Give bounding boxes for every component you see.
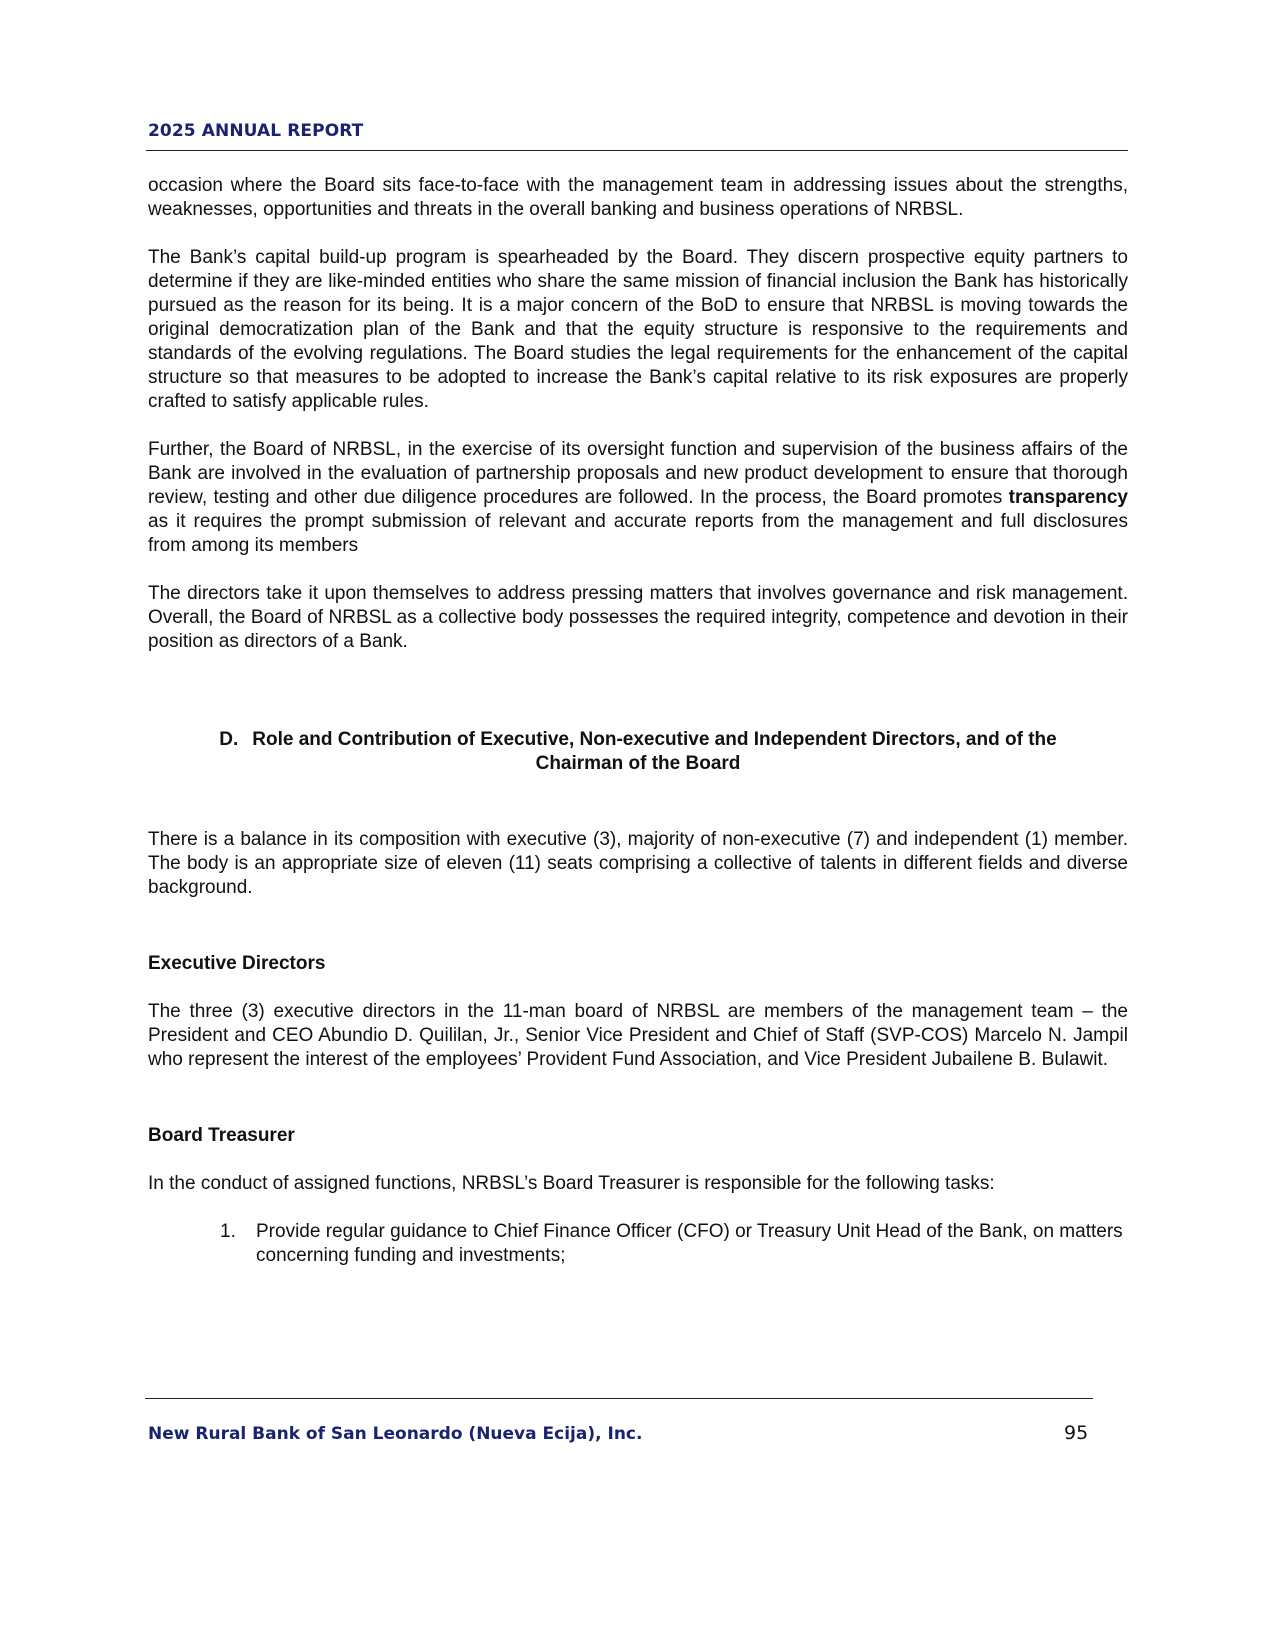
list-item-number: 1. [220,1221,236,1242]
paragraph-oversight [148,438,1128,558]
page-number: 95 [1064,1422,1089,1444]
executive-directors-heading: Executive Directors [148,953,326,974]
footer-bank-name: New Rural Bank of San Leonardo (Nueva Ecija), Inc. [148,1424,643,1444]
page-body [148,174,1128,1268]
transparency-emphasis: transparency [1008,487,1128,508]
paragraph-oversight-text-b: as it requires the prompt submission of relevant and accurate reports from the management and full disclosures from among its members [148,511,1128,556]
list-item-text: Provide regular guidance to Chief Finance Officer (CFO) or Treasury Unit Head of the Bank, on matters concerning funding and investments; [256,1221,1123,1266]
paragraph-directors-governance: The directors take it upon themselves to address pressing matters that involves governance and risk management. Overall, the Board of NRBSL as a collective body possesses the required integrity, competence and devotion in their position as directors of a Bank. [148,583,1128,652]
paragraph-board-sessions: occasion where the Board sits face-to-face with the management team in addressing issues about the strengths, weaknesses, opportunities and threats in the overall banking and business operations of NRBSL. [148,175,1128,220]
section-d-title-line2: Chairman of the Board [535,753,741,774]
section-d-title-line1: Role and Contribution of Executive, Non-executive and Independent Directors, and of the [252,729,1057,750]
paragraph-capital-buildup: The Bank’s capital build-up program is spearheaded by the Board. They discern prospective equity partners to determine if they are like-minded entities who share the same mission of financial inclusion the Bank has historically pursued as the reason for its being. It is a major concern of the BoD to ensure that NRBSL is moving towards the original democratization plan of the Bank and that the equity structure is responsive to the requirements and standards of the evolving regulations. The Board studies the legal requirements for the enhancement of the capital structure so that measures to be adopted to increase the Bank’s capital relative to its risk exposures are properly crafted to satisfy applicable rules. [148,247,1128,412]
footer-divider [145,1398,1093,1399]
list-item [220,1220,1128,1268]
section-d-heading-line1 [168,728,1108,752]
paragraph-executive-directors: The three (3) executive directors in the 11-man board of NRBSL are members of the management team – the President and CEO Abundio D. Quililan, Jr., Senior Vice President and Chief of Staff (SVP-COS) Marcelo N. Jampil who represent the interest of the employees’ Provident Fund Association, and Vice President Jubailene B. Bulawit. [148,1001,1128,1070]
paragraph-oversight-text-a: Further, the Board of NRBSL, in the exercise of its oversight function and supervision of the business affairs of the Bank are involved in the evaluation of partnership proposals and new product development to ensure that thorough review, testing and other due diligence procedures are followed. In the process, the Board promotes [148,439,1128,508]
paragraph-treasurer-intro: In the conduct of assigned functions, NRBSL’s Board Treasurer is responsible for the following tasks: [148,1173,995,1194]
header-divider [146,150,1128,151]
report-header-title: 2025 ANNUAL REPORT [148,121,364,141]
section-d-heading [148,728,1128,776]
section-d-letter: D. [219,729,239,750]
paragraph-board-composition: There is a balance in its composition with executive (3), majority of non-executive (7) and independent (1) member. The body is an appropriate size of eleven (11) seats comprising a collective of talents in different fields and diverse background. [148,829,1128,898]
board-treasurer-heading: Board Treasurer [148,1125,295,1146]
